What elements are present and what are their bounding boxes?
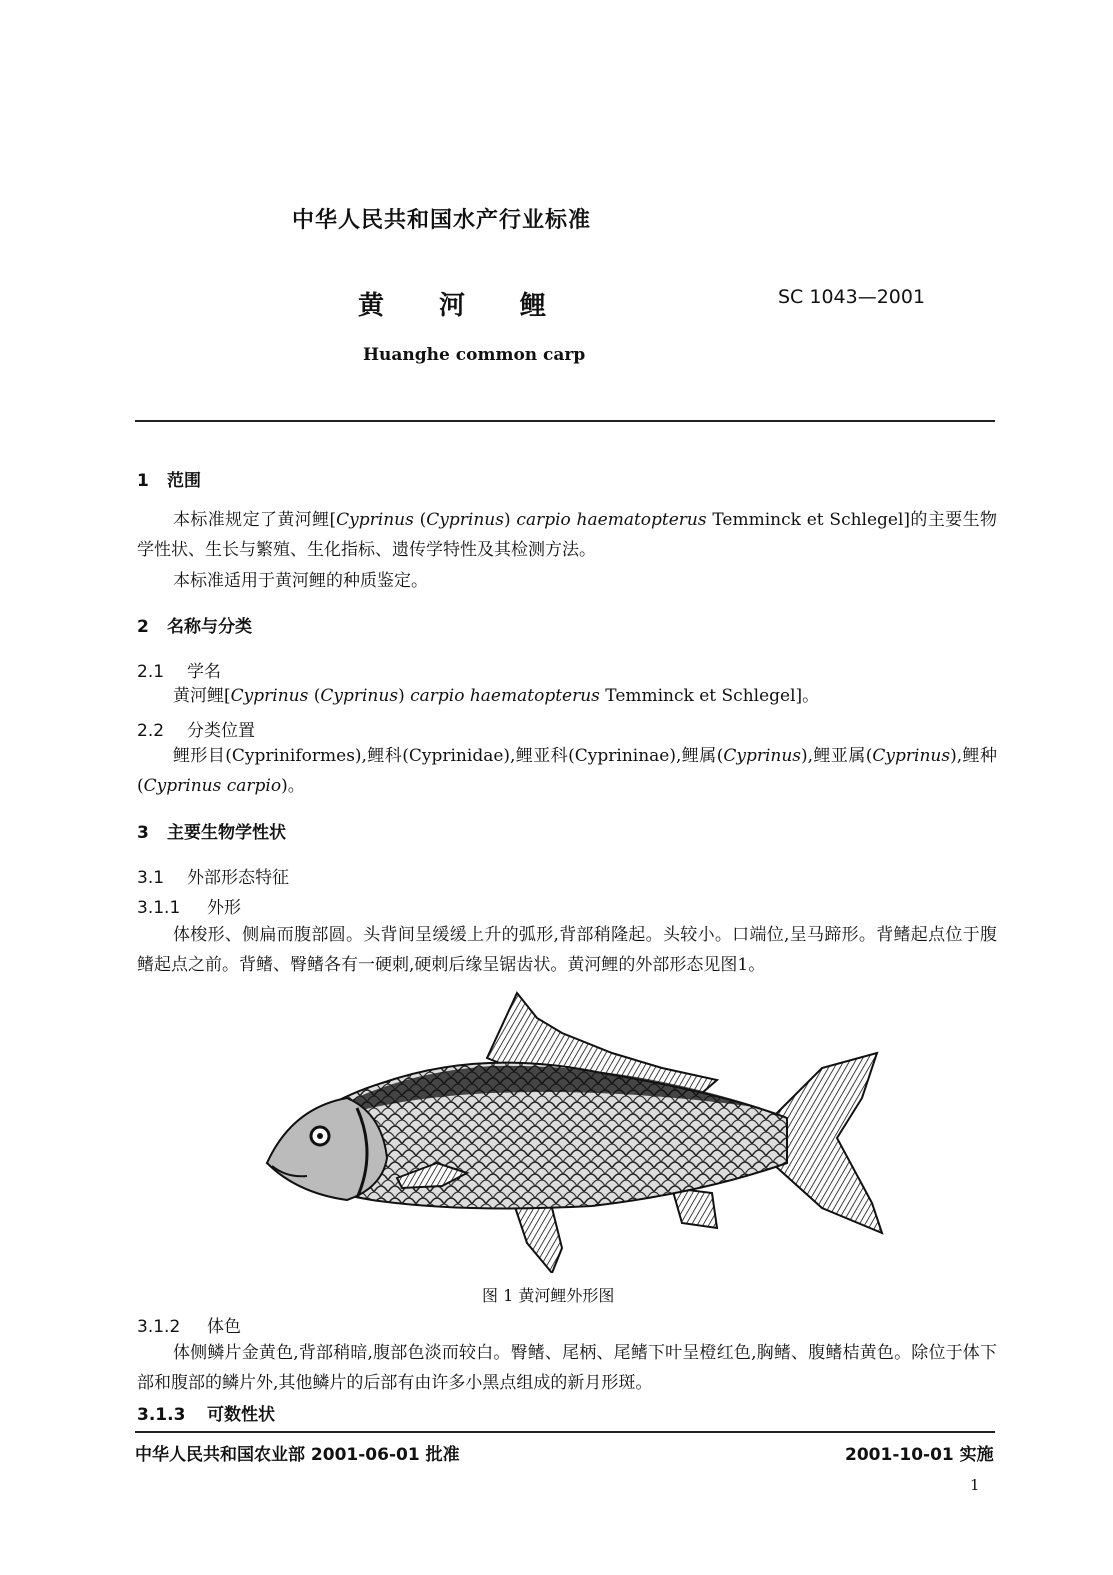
- implementation-date: 2001-10-01 实施: [845, 1445, 994, 1465]
- text-run: Temminck et Schlegel]。: [599, 686, 820, 706]
- section-title: 学名: [187, 662, 221, 682]
- text-run: 鲤形目(Cypriniformes),鲤科(Cyprinidae),鲤亚科(Cyprininae),鲤属(: [173, 746, 724, 766]
- section-number: 2.1: [137, 662, 165, 682]
- text-run: ),鲤种(: [137, 746, 997, 796]
- text-run-italic: carpio haematopterus: [410, 686, 600, 706]
- section-title: 体色: [207, 1317, 241, 1337]
- text-run-italic: Cyprinus: [336, 510, 414, 530]
- header-divider: [135, 420, 995, 422]
- section-1-paragraph-1: [137, 505, 997, 565]
- section-number: 3.1: [137, 868, 165, 888]
- section-title: 名称与分类: [167, 617, 252, 637]
- section-1-heading: [137, 466, 201, 491]
- section-title: 范围: [167, 471, 201, 491]
- text-run: ): [398, 686, 411, 706]
- section-number: 2.2: [137, 721, 165, 741]
- section-number: 3: [137, 823, 149, 843]
- section-number: 3.1.1: [137, 898, 181, 918]
- section-2-2-heading: [137, 716, 255, 741]
- section-3-1-2-text: 体侧鳞片金黄色,背部稍暗,腹部色淡而较白。臀鳍、尾柄、尾鳍下叶呈橙红色,胸鳍、腹鳍桔黄色。除位于体下部和腹部的鳞片外,其他鳞片的后部有由许多小黑点组成的新月形斑。: [137, 1343, 997, 1393]
- text-run-italic: Cyprinus: [426, 510, 504, 530]
- section-3-1-1-text: 体梭形、侧扁而腹部圆。头背间呈缓缓上升的弧形,背部稍隆起。头较小。口端位,呈马蹄形。背鳍起点位于腹鳍起点之前。背鳍、臀鳍各有一硬刺,硬刺后缘呈锯齿状。黄河鲤的外部形态见图1。: [137, 925, 997, 975]
- text-run-italic: Cyprinus carpio: [143, 776, 282, 796]
- text-run: 黄河鲤[: [173, 686, 231, 706]
- standard-code: SC 1043—2001: [778, 286, 926, 308]
- section-3-1-3-heading: [137, 1400, 275, 1425]
- section-title: 外形: [207, 898, 241, 918]
- page-number: 1: [970, 1476, 980, 1494]
- document-title: 黄河鲤: [358, 291, 602, 321]
- approval-date: 中华人民共和国农业部 2001-06-01 批准: [135, 1445, 460, 1465]
- section-number: 3.1.2: [137, 1317, 181, 1337]
- section-2-1-heading: [137, 657, 221, 682]
- section-number: 1: [137, 471, 149, 491]
- carp-illustration: [262, 988, 894, 1273]
- text-run-italic: Cyprinus: [723, 746, 802, 766]
- carp-drawing: [262, 988, 894, 1273]
- section-title: 分类位置: [187, 721, 255, 741]
- section-3-1-1-heading: [137, 893, 241, 918]
- section-2-heading: [137, 612, 252, 637]
- text-run-italic: Cyprinus: [320, 686, 399, 706]
- standard-organization: 中华人民共和国水产行业标准: [292, 208, 592, 233]
- section-2-2-text: [137, 741, 997, 801]
- section-3-heading: [137, 818, 286, 843]
- section-number: 3.1.3: [137, 1405, 186, 1425]
- section-title: 主要生物学性状: [167, 823, 286, 843]
- section-3-1-heading: [137, 863, 289, 888]
- footer-divider: [135, 1431, 995, 1433]
- text-run-italic: Cyprinus: [230, 686, 309, 706]
- text-run: ),鲤亚属(: [801, 746, 873, 766]
- section-title: 可数性状: [207, 1405, 275, 1425]
- text-run: ): [503, 510, 517, 530]
- english-title: Huanghe common carp: [363, 345, 586, 365]
- text-run: 本标准规定了黄河鲤[: [173, 510, 337, 530]
- section-1-paragraph-2: 本标准适用于黄河鲤的种质鉴定。: [173, 571, 428, 591]
- text-run: (: [308, 686, 321, 706]
- text-run: (: [413, 510, 427, 530]
- section-2-1-text: [137, 681, 997, 711]
- text-run-italic: carpio haematopterus: [516, 510, 707, 530]
- text-run-italic: Cyprinus: [872, 746, 951, 766]
- section-3-1-2-heading: [137, 1312, 241, 1337]
- text-run: Temminck et Schlegel]的主要生物学性状、生长与繁殖、生化指标、遗传学特性及其检测方法。: [137, 510, 998, 560]
- figure-caption: 图 1 黄河鲤外形图: [482, 1286, 615, 1305]
- section-number: 2: [137, 617, 149, 637]
- text-run: )。: [281, 776, 305, 796]
- section-title: 外部形态特征: [187, 868, 289, 888]
